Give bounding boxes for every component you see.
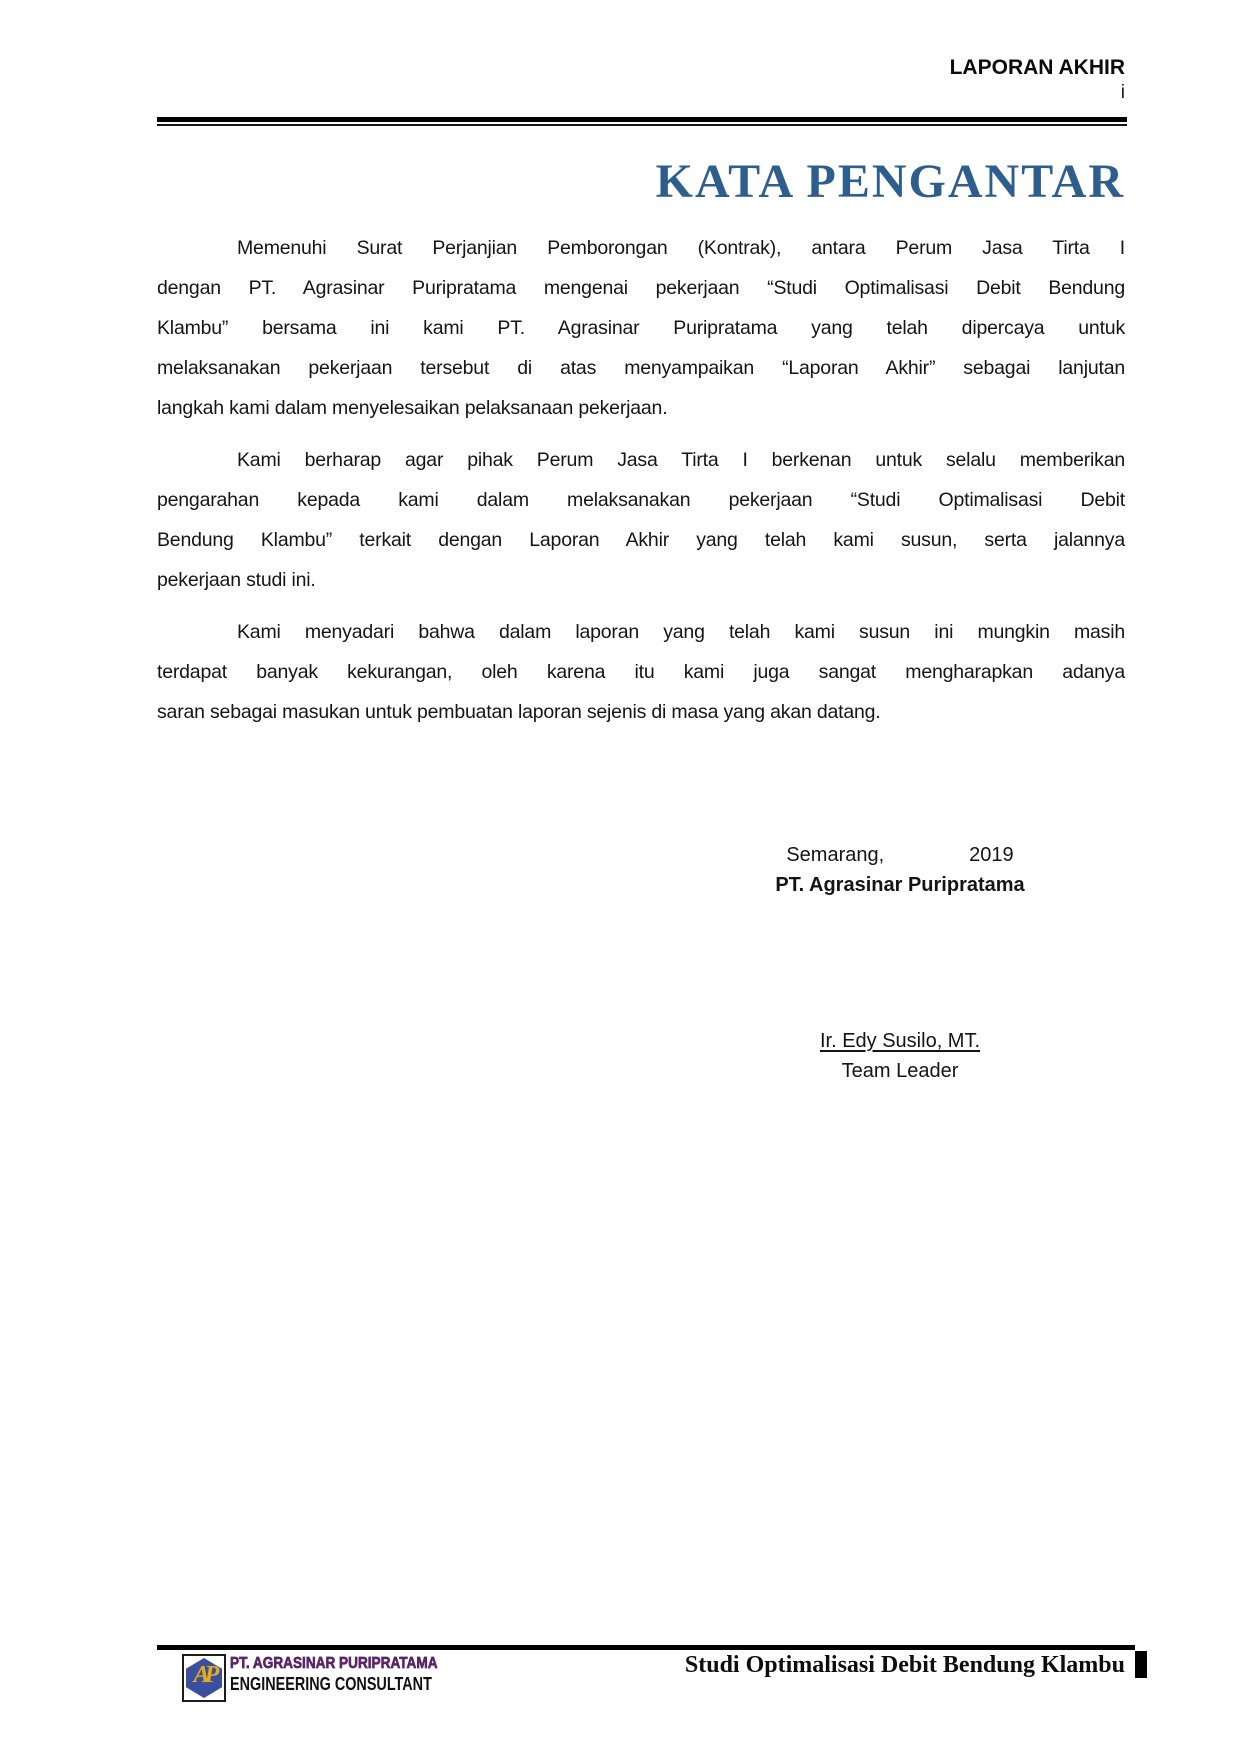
signature-block (740, 840, 1060, 900)
paragraph-line: saran sebagai masukan untuk pembuatan laporan sejenis di masa yang akan datang. (157, 701, 881, 723)
signatory-block (740, 1026, 1060, 1086)
company-logo (182, 1654, 226, 1702)
footer-company-name: PT. AGRASINAR PURIPRATAMA (230, 1655, 438, 1672)
foreword-body (157, 228, 1125, 744)
page-title: KATA PENGANTAR (655, 155, 1125, 208)
paragraph-line: Klambu” bersama ini kami PT. Agrasinar Puripratama yang telah dipercaya untuk (157, 317, 1125, 339)
footer-end-bar (1135, 1651, 1147, 1678)
logo-monogram: AP (193, 1662, 215, 1688)
footer-company-tagline: ENGINEERING CONSULTANT (230, 1674, 432, 1694)
signature-company: PT. Agrasinar Puripratama (775, 874, 1025, 896)
paragraph-line: pengarahan kepada kami dalam melaksanakan pekerjaan “Studi Optimalisasi Debit (157, 489, 1125, 511)
paragraph-line: terdapat banyak kekurangan, oleh karena itu kami juga sangat mengharapkan adanya (157, 661, 1125, 683)
foreword-paragraph-1 (157, 228, 1125, 428)
paragraph-line: Bendung Klambu” terkait dengan Laporan Akhir yang telah kami susun, serta jalannya (157, 529, 1125, 551)
signature-year: 2019 (969, 844, 1014, 866)
signature-place-date (740, 840, 1060, 870)
paragraph-line: Kami menyadari bahwa dalam laporan yang telah kami susun ini mungkin masih (237, 621, 1125, 643)
paragraph-line: melaksanakan pekerjaan tersebut di atas menyampaikan “Laporan Akhir” sebagai lanjutan (157, 357, 1125, 379)
header-page-number: i (1120, 82, 1125, 103)
paragraph-line: Kami berharap agar pihak Perum Jasa Tirta I berkenan untuk selalu memberikan (237, 449, 1125, 471)
page-header (157, 55, 1125, 105)
foreword-paragraph-2 (157, 440, 1125, 600)
header-rule (157, 117, 1127, 126)
footer-project-title: Studi Optimalisasi Debit Bendung Klambu (684, 1652, 1125, 1678)
paragraph-line: Memenuhi Surat Perjanjian Pemborongan (Kontrak), antara Perum Jasa Tirta I (237, 237, 1125, 259)
signatory-role: Team Leader (841, 1060, 959, 1082)
foreword-paragraph-3 (157, 612, 1125, 732)
header-doc-label: LAPORAN AKHIR (949, 56, 1125, 79)
signature-city: Semarang, (786, 844, 885, 866)
paragraph-line: pekerjaan studi ini. (157, 569, 316, 591)
footer-company-block (230, 1655, 482, 1694)
paragraph-line: langkah kami dalam menyelesaikan pelaksanaan pekerjaan. (157, 397, 668, 419)
paragraph-line: dengan PT. Agrasinar Puripratama mengenai pekerjaan “Studi Optimalisasi Debit Bendung (157, 277, 1125, 299)
signatory-name: Ir. Edy Susilo, MT. (819, 1030, 981, 1052)
